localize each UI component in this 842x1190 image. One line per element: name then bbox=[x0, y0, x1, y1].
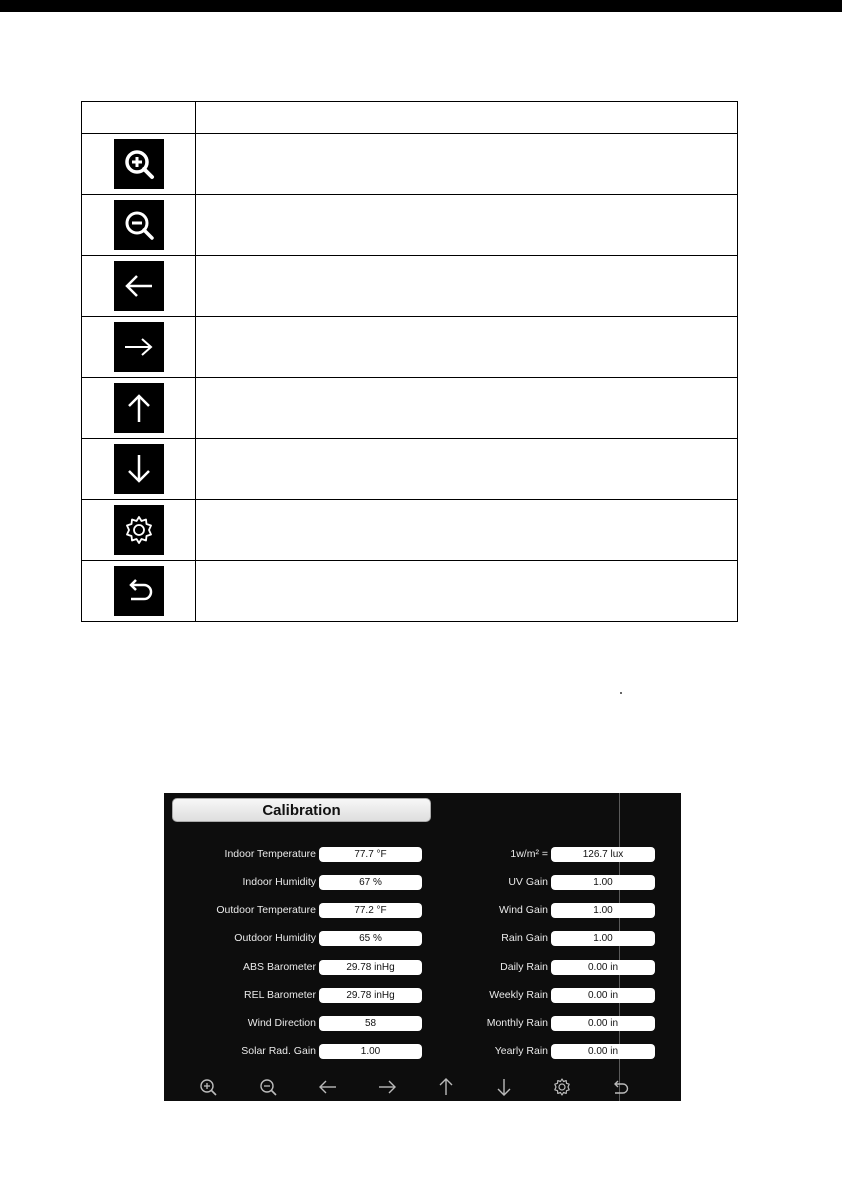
field-label: UV Gain bbox=[508, 876, 548, 888]
field-value-input[interactable]: 0.00 in bbox=[551, 1044, 655, 1059]
arrow-right-icon[interactable] bbox=[114, 322, 164, 372]
field-label: Wind Gain bbox=[498, 904, 548, 916]
field-uv-gain bbox=[444, 874, 655, 890]
field-label: ABS Barometer bbox=[243, 961, 316, 973]
legend-desc-cell bbox=[196, 256, 737, 316]
field-value-input[interactable]: 126.7 lux bbox=[551, 847, 655, 862]
arrow-down-icon[interactable] bbox=[494, 1077, 514, 1097]
zoom-out-icon[interactable] bbox=[114, 200, 164, 250]
field-wind-gain bbox=[444, 902, 655, 918]
field-value-input[interactable]: 0.00 in bbox=[551, 988, 655, 1003]
legend-header-row bbox=[82, 102, 737, 134]
field-value-input[interactable]: 67 % bbox=[319, 875, 422, 890]
field-rain-gain bbox=[444, 930, 655, 946]
gear-icon[interactable] bbox=[114, 505, 164, 555]
legend-row bbox=[82, 256, 737, 317]
field-solar-rad-gain bbox=[164, 1043, 422, 1059]
legend-row bbox=[82, 378, 737, 439]
field-monthly-rain bbox=[444, 1015, 655, 1031]
legend-header-icon-cell bbox=[82, 102, 196, 133]
field-value-input[interactable]: 77.2 °F bbox=[319, 903, 422, 918]
arrow-left-icon[interactable] bbox=[114, 261, 164, 311]
icon-legend-table bbox=[81, 101, 738, 622]
field-label: Daily Rain bbox=[500, 961, 548, 973]
page-top-rule bbox=[0, 0, 842, 12]
field-label: 1w/m² = bbox=[510, 848, 548, 860]
calibration-screen bbox=[164, 793, 681, 1101]
field-outdoor-temperature bbox=[164, 902, 422, 918]
legend-row bbox=[82, 500, 737, 561]
field-label: Monthly Rain bbox=[486, 1017, 548, 1029]
field-label: Rain Gain bbox=[501, 932, 548, 944]
legend-row bbox=[82, 195, 737, 256]
field-indoor-temperature bbox=[164, 846, 422, 862]
legend-desc-cell bbox=[196, 195, 737, 255]
field-value-input[interactable]: 29.78 inHg bbox=[319, 988, 422, 1003]
field-abs-barometer bbox=[164, 959, 422, 975]
legend-row bbox=[82, 134, 737, 195]
field-outdoor-humidity bbox=[164, 930, 422, 946]
arrow-right-icon[interactable] bbox=[377, 1077, 397, 1097]
legend-desc-cell bbox=[196, 378, 737, 438]
field-daily-rain bbox=[444, 959, 655, 975]
field-label: Yearly Rain bbox=[494, 1045, 548, 1057]
field-indoor-humidity bbox=[164, 874, 422, 890]
legend-row bbox=[82, 317, 737, 378]
field-weekly-rain bbox=[444, 987, 655, 1003]
screen-toolbar bbox=[164, 1073, 681, 1101]
field-value-input[interactable]: 29.78 inHg bbox=[319, 960, 422, 975]
field-value-input[interactable]: 1.00 bbox=[319, 1044, 422, 1059]
field-label: Outdoor Temperature bbox=[216, 904, 316, 916]
field-value-input[interactable]: 65 % bbox=[319, 931, 422, 946]
legend-desc-cell bbox=[196, 500, 737, 560]
zoom-out-icon[interactable] bbox=[258, 1077, 278, 1097]
field-label: Wind Direction bbox=[247, 1017, 316, 1029]
field-lux-conversion bbox=[444, 846, 655, 862]
gear-icon[interactable] bbox=[552, 1077, 572, 1097]
arrow-left-icon[interactable] bbox=[318, 1077, 338, 1097]
field-value-input[interactable]: 1.00 bbox=[551, 931, 655, 946]
field-value-input[interactable]: 1.00 bbox=[551, 875, 655, 890]
field-label: Indoor Humidity bbox=[242, 876, 316, 888]
return-icon[interactable] bbox=[114, 566, 164, 616]
field-wind-direction bbox=[164, 1015, 422, 1031]
return-icon[interactable] bbox=[610, 1077, 630, 1097]
arrow-down-icon[interactable] bbox=[114, 444, 164, 494]
field-label: Solar Rad. Gain bbox=[241, 1045, 316, 1057]
zoom-in-icon[interactable] bbox=[114, 139, 164, 189]
field-value-input[interactable]: 0.00 in bbox=[551, 960, 655, 975]
calibration-title: Calibration bbox=[172, 798, 431, 822]
arrow-up-icon[interactable] bbox=[436, 1077, 456, 1097]
legend-row bbox=[82, 561, 737, 621]
legend-desc-cell bbox=[196, 134, 737, 194]
field-label: Weekly Rain bbox=[489, 989, 548, 1001]
zoom-in-icon[interactable] bbox=[198, 1077, 218, 1097]
field-label: REL Barometer bbox=[244, 989, 316, 1001]
field-label: Indoor Temperature bbox=[224, 848, 316, 860]
field-value-input[interactable]: 77.7 °F bbox=[319, 847, 422, 862]
field-value-input[interactable]: 1.00 bbox=[551, 903, 655, 918]
field-yearly-rain bbox=[444, 1043, 655, 1059]
legend-desc-cell bbox=[196, 439, 737, 499]
arrow-up-icon[interactable] bbox=[114, 383, 164, 433]
field-value-input[interactable]: 58 bbox=[319, 1016, 422, 1031]
field-rel-barometer bbox=[164, 987, 422, 1003]
field-value-input[interactable]: 0.00 in bbox=[551, 1016, 655, 1031]
legend-desc-cell bbox=[196, 561, 737, 621]
legend-row bbox=[82, 439, 737, 500]
legend-desc-cell bbox=[196, 317, 737, 377]
stray-mark bbox=[620, 692, 622, 694]
field-label: Outdoor Humidity bbox=[234, 932, 316, 944]
